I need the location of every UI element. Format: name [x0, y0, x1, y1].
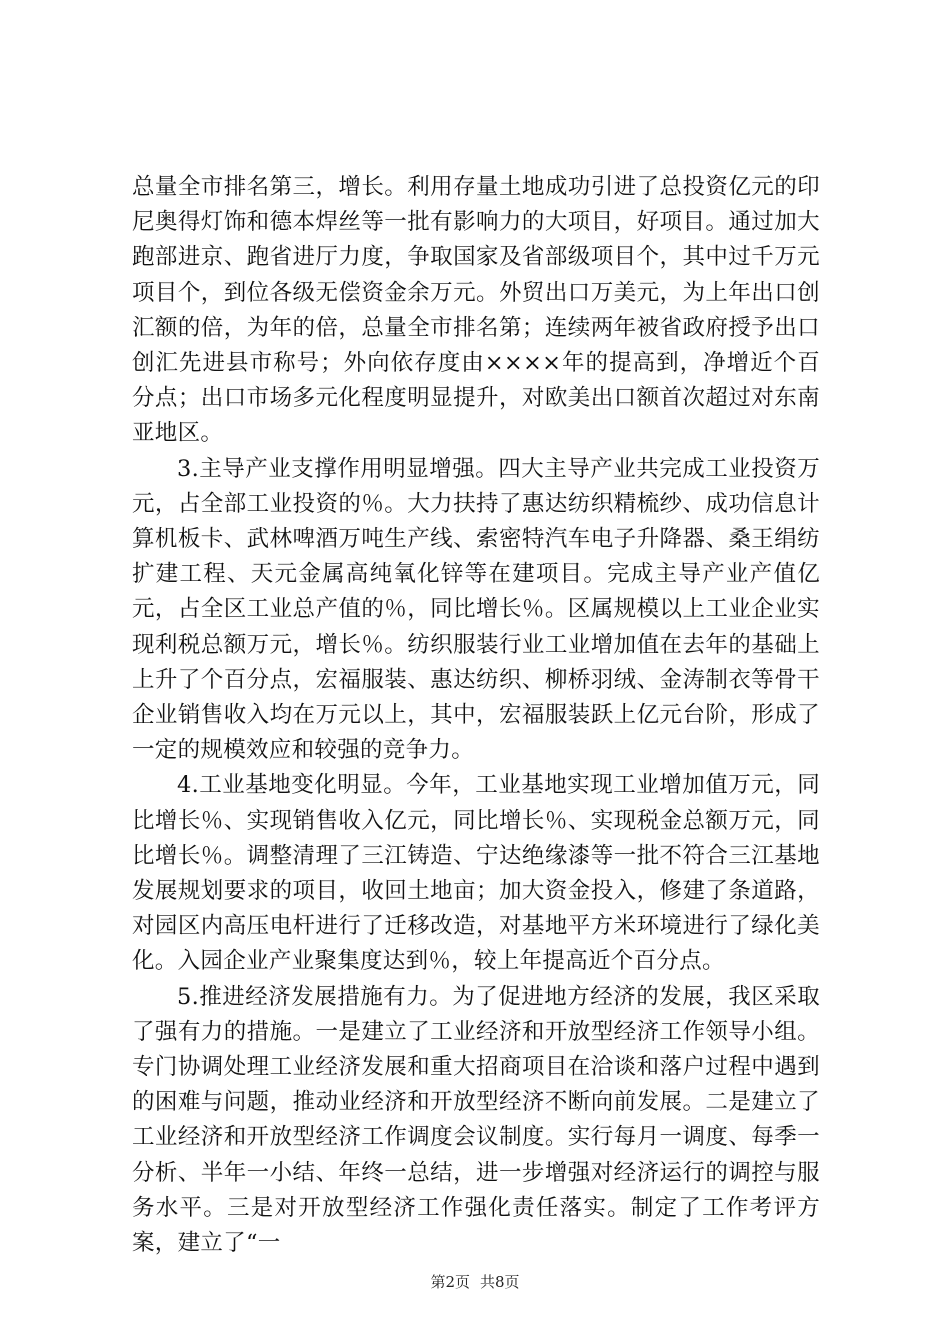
page-total: 共8页	[480, 1273, 520, 1291]
document-body	[132, 170, 820, 1261]
paragraph-continuation: 总量全市排名第三，增长。利用存量土地成功引进了总投资亿元的印尼奥得灯饰和德本焊丝等一批有影响力的大项目，好项目。通过加大跑部进京、跑省进厅力度，争取国家及省部级项目个，其中过千万元项目个，到位各级无偿资金余万元。外贸出口万美元，为上年出口创汇额的倍，为年的倍，总量全市排名第；连续两年被省政府授予出口创汇先进县市称号；外向依存度由××××年的提高到，净增近个百分点；出口市场多元化程度明显提升，对欧美出口额首次超过对东南亚地区。	[132, 174, 820, 447]
paragraph-section-4: 4.工业基地变化明显。今年，工业基地实现工业增加值万元，同比增长％、实现销售收入亿元，同比增长％、实现税金总额万元，同比增长％。调整清理了三江铸造、宁达绝缘漆等一批不符合三江基地发展规划要求的项目，收回土地亩；加大资金投入，修建了条道路，对园区内高压电杆进行了迁移改造，对基地平方米环境进行了绿化美化。入园企业产业聚集度达到％，较上年提高近个百分点。	[132, 772, 820, 975]
page-footer	[0, 1272, 950, 1292]
paragraph-section-5: 5.推进经济发展措施有力。为了促进地方经济的发展，我区采取了强有力的措施。一是建立了工业经济和开放型经济工作领导小组。专门协调处理工业经济发展和重大招商项目在洽谈和落户过程中遇到的困难与问题，推动业经济和开放型经济不断向前发展。二是建立了工业经济和开放型经济工作调度会议制度。实行每月一调度、每季一分析、半年一小结、年终一总结，进一步增强对经济运行的调控与服务水平。三是对开放型经济工作强化责任落实。制定了工作考评方案，建立了“一	[132, 983, 820, 1257]
paragraph-section-3: 3.主导产业支撑作用明显增强。四大主导产业共完成工业投资万元，占全部工业投资的％。大力扶持了惠达纺织精梳纱、成功信息计算机板卡、武林啤酒万吨生产线、索密特汽车电子升降器、桑王绢纺扩建工程、天元金属高纯氧化锌等在建项目。完成主导产业产值亿元，占全区工业总产值的％，同比增长％。区属规模以上工业企业实现利税总额万元，增长％。纺织服装行业工业增加值在去年的基础上上升了个百分点，宏福服装、惠达纺织、柳桥羽绒、金涛制衣等骨干企业销售收入均在万元以上，其中，宏福服装跃上亿元台阶，形成了一定的规模效应和较强的竞争力。	[132, 455, 820, 764]
page-number: 第2页	[430, 1273, 470, 1291]
